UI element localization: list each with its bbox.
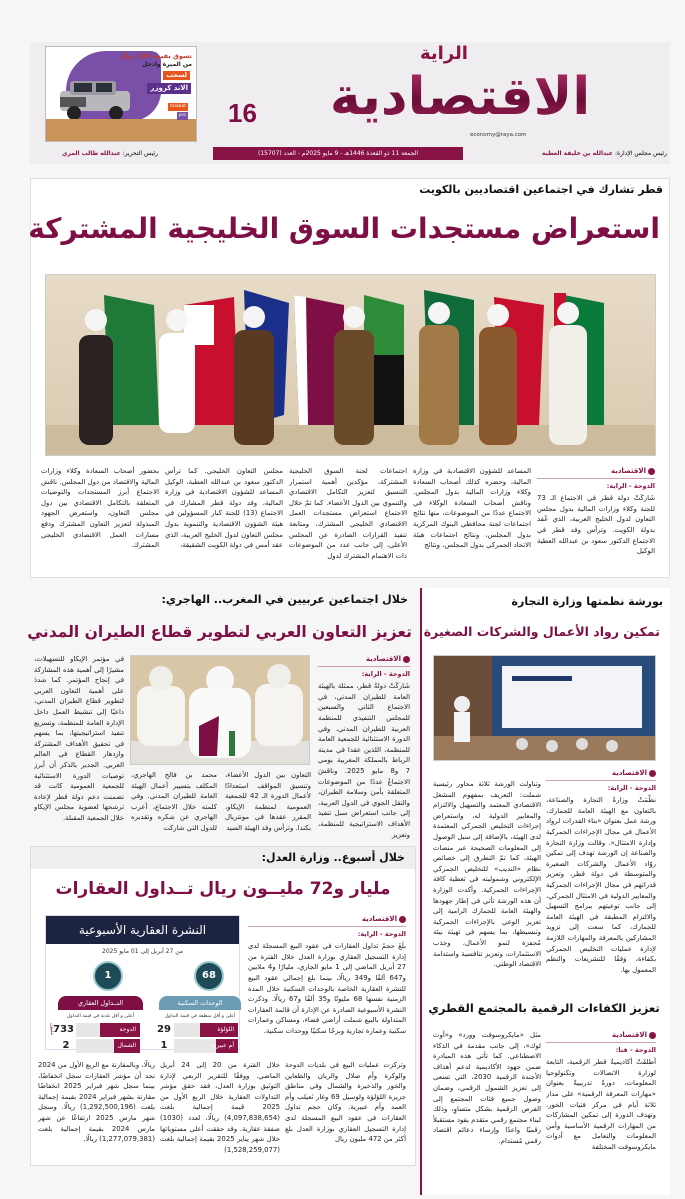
delegates-group-photo bbox=[45, 275, 655, 456]
trading-bar-fill: الدوحة bbox=[100, 1023, 140, 1037]
byline bbox=[546, 1030, 656, 1043]
paragraph: شَاركَتْ دولة قطر في الاجتماع الـ 73 للجنة وكلاء وزارات المالية بدول مجلس التعاون لدول الخليج العربية، الذي عُقد بدولة الكويت. وترأس وفد قطر في الاجتماع الدكتور سعود بن عبدالله العطية الوكيل bbox=[537, 494, 655, 556]
ad-sand bbox=[46, 119, 196, 141]
article-workshop-headline: تمكين رواد الأعمال والشركات الصغيرة bbox=[423, 624, 660, 639]
chairman-credit bbox=[542, 147, 667, 160]
article-gcc-column-4: مجلس التعاون الخليجي. كما ترأس الدكتور سعود بن عبدالله العطية، الوكيل المساعد للشؤون الاقتصادية في وزارة المالية، وفد دولة قطر المشارك في الاجتماع (13) للجنة كبار المسؤولين في هيئة الشؤون الاقتصادية والتنموية بدول مجلس التعاون لدول الخليج العربية، الذي عقد أمس في دولة الكويت الشقيقة، bbox=[165, 467, 283, 550]
dateline: الدوحة - الراية: bbox=[357, 929, 406, 938]
article-realestate-headline: مليار و72 مليــون ريال تــداول العقارات bbox=[55, 879, 391, 899]
units-bar bbox=[160, 1039, 238, 1053]
dateline: الدوحة - الراية: bbox=[606, 481, 655, 490]
units-bar-fill: اللؤلؤة bbox=[200, 1023, 238, 1037]
ad-logo-talabat: talabat bbox=[170, 104, 186, 109]
article-gcc-headline: استعراض مستجدات السوق الخليجية المشتركة bbox=[28, 212, 660, 245]
article-aviation-headline: تعزيز التعاون العربي لتطوير قطاع الطيران المدني bbox=[27, 623, 412, 641]
ad-line-4: الاند كروزر bbox=[147, 83, 191, 94]
article-gcc-photo bbox=[45, 274, 656, 456]
units-count-badge: 68 bbox=[194, 961, 224, 991]
article-realestate-column-2: وتركزت عمليات البيع في بلديات الدوحة والوكرة وأم صلال والريان والظعاين والخور والذخيرة والشمال وفي مناطق جزيرة اللؤلؤة ولوسيل 69 وغار ثعيلب وأم العمد وأم عبيرية. وكان حجم تداول العقارات في عقود البيع المسجلة لدى إدارة التسجيل العقاري بوزارة العدل بلغ أكثر من 472 مليون ريال bbox=[285, 1061, 406, 1144]
date-issue-bar: الجمعة 11 ذو القعدة 1446هـ - 9 مايو 2025م - العدد (15707) bbox=[213, 147, 463, 160]
article-aviation-photo bbox=[130, 655, 310, 765]
byline bbox=[546, 768, 656, 781]
byline bbox=[537, 466, 655, 479]
article-workshop-photo bbox=[433, 655, 656, 761]
units-bar-value: 1 bbox=[160, 1040, 168, 1051]
page-number: 16 bbox=[228, 98, 257, 128]
advertisement[interactable] bbox=[45, 46, 197, 142]
trading-bar bbox=[53, 1023, 140, 1037]
article-gcc-column-3: اجتماعات لجنة السوق الخليجية المشتركة، مؤكدين أهمية استمرار التنسيق لتعزيز التكامل الاقتصادي والتنموي بين الدول الأعضاء. كما تمّ خلال الاجتماع استعراض مستجدات العمل الاقتصادي الخليجي المشترك، ومتابعة تنفيذ القرارات الصادرة عن المجلس الأعلى، إلى جانب عدد من الموضوعات ذات الاهتمام المشترك لدول bbox=[289, 467, 407, 560]
editor-name: عبدالله طالب المري bbox=[62, 150, 121, 157]
trading-bar-fill: الشمال bbox=[114, 1039, 140, 1053]
paragraph: بلَغَ حجمُ تداول العقارات في عقود البيع المسجلة لدى إدارة التسجيل العقاري بوزارة العدل خلال الفترة من 27 أبريل الماضي إلى 1 مايو الجاري، مليارًا و4 ملايين و647 ألفًا و349 ريالًا، بينما بلغ إجمالي عقود البيع للنشرة العقارية الخاصة بالوحدات السكنية خلال المدة الزمنية نفسها 68 مليونًا و35 ألفًا و67 ريالًا. وذكرت النشرة الأسبوعية الصادرة عن الإدارة أن قائمة العقارات المتداولة بالبيع شملت أراضي فضاء، ومساكن وعمارات سكنية وعمارة تجارية وبرجًا سكنيًا ووحدات سكنية. bbox=[248, 942, 406, 1035]
paragraph: نظّمَتْ وزارةُ التجارة والصناعة، بالتعاون مع الهيئة العامة للجمارك، ورشة عمل بعنوان «بناء القدرات لرواد الأعمال في مجال الإجراءات الجمركية وإدارة الامتثال». وقالت وزارة التجارة والصناعة إن الورشة تهدف إلى تمكين روّاد الأعمال والشركات الصغيرة والمتوسطة في دولة قطر، وتعزيز قدراتهم في مجال الإجراءات الجمركية والمعايير الدولية في الامتثال الجمركي، إلى جانب توعيتهم ببرامج التسهيل والالتزام المطبقة في الهيئة العامة للجمارك، كما سعت إلى تزويد المشاركين بالمعرفة والمهارات اللازمة لإدارة عمليات التخليص الجمركي بكفاءة، وَفقًا للتشريعات والنظم المعمول بها. bbox=[546, 796, 656, 974]
article-gcc-column-5: بحضور أصحاب السعادة وكلاء وزارات المالية والاقتصاد من دول المجلس. ناقش الاجتماع أبرز المستجدات والتوصيات المتعلقة بالتكامل الاقتصادي بين دول مجلس التعاون، واستعرض الجهود المبذولة لتعزيز التعاون المشترك ودفع مسارات العمل الاقتصادي الخليجي المشترك. bbox=[41, 467, 159, 550]
ad-line-1: تسوق بقيمة 100 ريال bbox=[120, 52, 192, 60]
article-aviation-column-3: محمد بن فالح الهاجري، المكلف بتسيير أعمال الهيئة العامة للطيران المدني. وفي كلمته خلال الاجتماع، أعرب الهاجري عن شكره وتقديره للدول التي شاركت bbox=[131, 771, 217, 832]
article-gcc-column-2: المساعد للشؤون الاقتصادية في وزارة المالية، وحضره كذلك أصحاب السعادة وكلاء وزارات المالية بدول المجلس. وناقش أصحاب السعادة الوكلاء في الاجتماع عددًا من الموضوعات، منها نتائج اجتماعات لجنة محافظي البنوك المركزية بدول المجلس، ونتائج اجتماعات هيئة الاتحاد الجمركي بدول المجلس، ونتائج bbox=[413, 467, 531, 550]
car-image bbox=[56, 77, 136, 121]
units-subtitle: أعلى و أقل منطقة في قيمة التداول bbox=[164, 1014, 236, 1019]
chairman-label: رئيس مجلس الإدارة: bbox=[614, 150, 667, 157]
trading-unit-label: مليون bbox=[49, 1023, 55, 1036]
article-workshop-column-1 bbox=[546, 768, 656, 988]
byline-label: الاقتصادية bbox=[610, 467, 646, 475]
ad-logo-pro: pro bbox=[178, 113, 186, 118]
paragraph: أطلقَتْ أكاديميةُ قطر الرقمية، التابعة لوزارة الاتصالات وتكنولوجيا المعلومات، دورةً تدريبيةً بعنوان «مهارات المعرفة الرقمية» على مدار ثلاثة أيام في مركز فتيات الخور. وتهدف الدورة إلى تمكين المشاركات من المهارات الرقمية الأساسية وأمن المعلومات والتعامل مع أدوات مايكروسوفت المختلفة bbox=[546, 1058, 656, 1151]
byline-label: الاقتصادية bbox=[611, 769, 647, 777]
units-label: الوحدات السكنية bbox=[159, 996, 241, 1010]
article-workshop-kicker: بورشة نظمتها وزارة التجارة bbox=[511, 595, 663, 608]
article-digital-headline: تعزيز الكفاءات الرقمية بالمجتمع القطري bbox=[428, 1001, 660, 1015]
raya-logo-icon bbox=[403, 656, 410, 663]
brand-logo: الاقتصادية bbox=[290, 67, 630, 127]
trading-bar-value: 733 bbox=[53, 1024, 74, 1035]
trading-bar-value: 2 bbox=[62, 1040, 70, 1051]
byline-label: الاقتصادية bbox=[365, 655, 401, 663]
article-realestate-column-1 bbox=[248, 914, 406, 1056]
byline-label: الاقتصادية bbox=[361, 915, 397, 923]
brand-raya: الراية bbox=[420, 43, 468, 64]
article-digital-column-2: مثل «مايكروسوفت وورد» و«أوت لوك»، إلى جانب مقدمة في الذكاء الاصطناعي. كما تأتي هذه المبادرة ضمن جهود الأكاديمية لدعم أهداف الأجندة الرقمية 2030، التي تسعى إلى تعزيز الشمول الرقمي، وضمان وصول جميع فئات المجتمع إلى الفرص الرقمية بشكل متساوٍ، وذلك لبناء مجتمع رقمي متقدم يقود مستقبلاً رقميًا واعدًا وإرساء دعائم اقتصاد رقمي مُستدام. bbox=[433, 1031, 541, 1145]
trading-bar bbox=[62, 1039, 140, 1053]
byline bbox=[248, 914, 406, 927]
article-realestate-column-4: ريالًا، وبالمقارنة مع الربع الأول من 2024 نجد أن مؤشر العقارات سجل انخفاضًا، بينما سجل شهر فبراير 2025 انخفاضًا مقارنة بشهر فبراير 2024 بقيمة إجمالية بلغت (1,292,500,196) ريالًا. وسجل شهر مارس 2025 ارتفاعًا عن شهر مارس 2024 بقيمة إجمالية بلغت (1,277,079,381) ريالًا. bbox=[38, 1061, 155, 1144]
units-bar-fill: أم عبيرية bbox=[216, 1039, 238, 1053]
weekly-realestate-infographic bbox=[45, 915, 240, 1050]
dateline: الدوحة - قنا: bbox=[615, 1045, 656, 1054]
article-aviation-column-1 bbox=[318, 654, 410, 840]
byline bbox=[318, 654, 410, 667]
dateline: الدوحة - الراية: bbox=[361, 669, 410, 678]
editor-credit bbox=[62, 147, 158, 160]
raya-logo-icon bbox=[649, 1032, 656, 1039]
ad-line-2: من الميرة وادخل bbox=[142, 61, 192, 68]
infographic-period: من 27 أبريل إلى 01 مايو 2025 bbox=[102, 948, 183, 955]
trading-subtitle: أعلى و أقل بلدية في قيمة التداول bbox=[66, 1014, 135, 1019]
chairman-name: عبدالله بن خليفة العطية bbox=[541, 150, 614, 157]
article-digital-column-1 bbox=[546, 1030, 656, 1155]
units-bar-value: 29 bbox=[157, 1024, 171, 1035]
trading-label: التــداول العقاري bbox=[58, 996, 143, 1010]
raya-logo-icon bbox=[649, 770, 656, 777]
workshop-photo bbox=[433, 656, 655, 761]
article-aviation-column-4: في مؤتمر الإيكاو للتسهيلات، مشيرًا إلى أهمية هذه المشاركة في إنجاح المؤتمر. كما شددَ على أهمية التعاون العربي لتطوير قطاع الطيران المدني، داعيًا إلى تنشيط العمل داخل الإدارة العامة للمنظمة، وتسريع تنفيذ استراتيجيتها، بما يسهم في تحقيق الأهداف المشتركة وازدهار القطاع في العالم العربي. الجدير بالذكر أن أبرز توصيات الدورة الاستثنائية للجمعية العمومية كانت قد تضمنت دعم دولة قطر لإعادة ترشحها لعضوية مجلس الإيكاو خلال الجمعية المقبلة. bbox=[34, 655, 124, 822]
paragraph: شَاركَتْ دولةُ قطر، ممثلة بالهيئة العامة للطيران المدني، في الاجتماع الثاني والسبعين للمجلس التنفيذي للمنظمة العربية للطيران المدني، وفي الدورة الاستثنائية للجمعية العامة للمنظمة، اللذين عقدا في مدينة الرباط بالمملكة المغربية يومي 7 و8 مايو 2025. وناقشَ الاجتماعُ عددًا من الموضوعات المتعلقة بأمن وسلامة الطيران، والنقل الجوي في الدول العربية، إلى جانب استعراض سبل تنفيذ الأهداف الاستراتيجية للمنظمة، وتعزيز bbox=[318, 682, 410, 839]
article-gcc-kicker: قطر تشارك في اجتماعين اقتصاديين بالكويت bbox=[419, 183, 663, 196]
raya-logo-icon bbox=[399, 916, 406, 923]
article-aviation-column-2: التعاون بين الدول الأعضاء، وتنسيق المواقف استعدادًا لأعمال الدورة الـ 42 للجمعية العمومية لمنظمة الإيكاو، المقرر عقدها في مونتريال بكندا. وترأس وفد الهيئة السيد bbox=[225, 771, 311, 832]
section-email[interactable]: economy@raya.com bbox=[470, 132, 527, 138]
article-aviation-kicker: خلال اجتماعين عربيين في المغرب.. الهاجري: bbox=[161, 593, 408, 606]
aviation-meeting-photo bbox=[130, 656, 309, 765]
trading-count-badge: 1 bbox=[93, 961, 123, 991]
article-realestate-column-3: خلال الفترة من 20 إلى 24 أبريل الماضي. ووفقًا للتقرير الربعي لإدارة التوثيق بوزارة العدل، فقد حقق مؤشر التداولات العقارية خلال الربع الأول من 2025 قيمة إجمالية بلغت (4,097,838,654) ريالًا، لعدد (1030) صفقة عقارية. وقد حققت أعلى مستوياتها خلال شهر يناير 2025 بقيمة إجمالية بلغت (1,528,259,077) bbox=[160, 1061, 280, 1154]
raya-logo-icon bbox=[648, 468, 655, 475]
article-workshop-column-2: وتناولت الورشة ثلاثة محاور رئيسية شملت: التعريف بمفهوم المشغل الاقتصادي المعتمد والتسهيل والالتزام والمعايير الدولية له، واستعراض إجراءات التخليص الجمركي المعتمدة لدى الهيئة، بالإضافة إلى سبل الوصول إلى المعلومات الصحيحة عبر منصات الهيئة، كما تمّ التطرق إلى خصائص نظام «النديب» للتخليص الجمركي الإلكتروني وشموليته في تغطية كافة الإجراءات الجمركية. وأكدت الوزارة أن هذه الورشة تأتي في إطار جهودها والهيئة العامة للجمارك الرامية إلى تعزيز الوعي بالإجراءات الجمركية وتبسيطها، بما يسهم في تهيئة بيئة مُحفزة لنمو الأعمال، وجذب الاستثمارات، وتعزيز تنافسية واستدامة الاقتصاد الوطني. bbox=[433, 780, 541, 969]
dateline: الدوحة - الراية: bbox=[607, 783, 656, 792]
editor-label: رئيس التحرير: bbox=[122, 150, 159, 157]
article-realestate-kicker: خلال أسبوع.. وزارة العدل: bbox=[261, 851, 405, 864]
article-gcc-column-1 bbox=[537, 466, 655, 576]
ad-line-3: لسحب bbox=[163, 71, 190, 80]
units-bar bbox=[157, 1023, 238, 1037]
byline-label: الاقتصادية bbox=[611, 1031, 647, 1039]
infographic-title: النشرة العقارية الأسبوعية bbox=[46, 916, 239, 944]
